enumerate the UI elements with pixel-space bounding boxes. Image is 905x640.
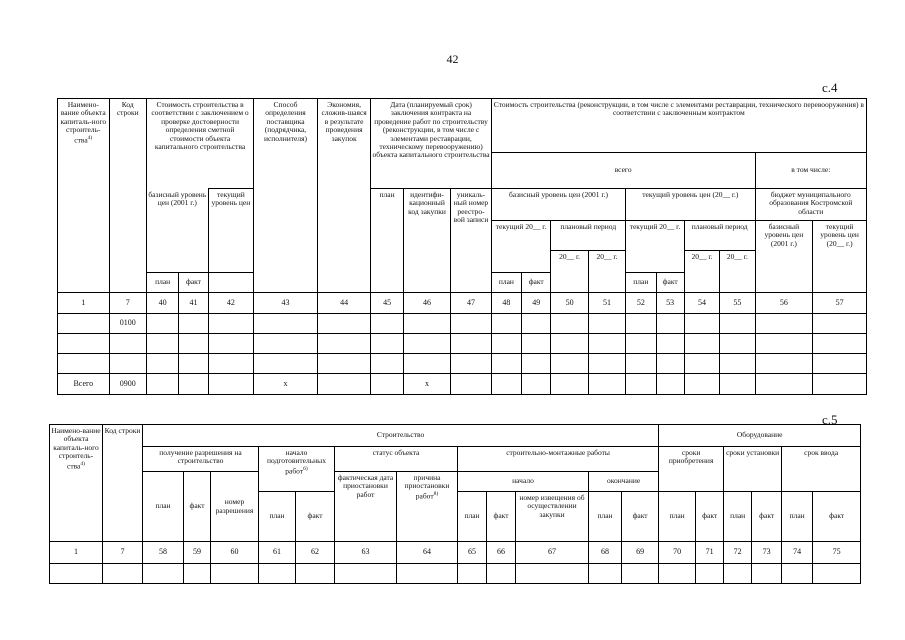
table-row — [58, 314, 867, 334]
total-x-method: x — [254, 374, 318, 395]
header-planned-a: плановый период — [551, 221, 626, 251]
header-row-code: Код строки — [109, 99, 146, 293]
header-plan-1: план — [146, 273, 178, 293]
table-row — [58, 334, 867, 354]
header-notice-number: номер извещения об осуществлении закупки — [516, 492, 589, 542]
header-total: всего — [491, 153, 755, 189]
header-object-name: Наимено-вание объекта капиталь-ного строитель-ства$^{4)}$ — [50, 425, 103, 542]
header-plan: план — [259, 492, 296, 542]
header-base-price-2: базисный уровень цен (2001 г.) — [491, 189, 625, 221]
form-table-c4 — [57, 98, 867, 395]
header-status: статус объекта — [335, 447, 458, 472]
header-suspension-reason: причина приостановки работ$^{8)}$ — [397, 472, 458, 542]
header-acquisition: сроки приобретения — [659, 447, 724, 492]
header-object-name: Наимено-вание объекта капиталь-ного строитель-ства$^{4)}$ — [58, 99, 110, 293]
header-estimate-cost: Стоимость строительства в соответствии с заключением о проверке достоверности определения сметной стоимости объекта капитального строительства — [146, 99, 253, 189]
header-fact: факт — [696, 492, 724, 542]
header-budget-current: текущий уровень цен (20__ г.) — [813, 221, 867, 293]
header-base-price: базисный уровень цен (2001 г.) — [146, 189, 208, 273]
table-row — [58, 354, 867, 374]
header-planned-b: плановый период — [684, 221, 755, 251]
header-plan-2: план — [491, 273, 521, 293]
header-fact: факт — [296, 492, 335, 542]
header-supplier-method: Способ определения поставщика (подрядчика, исполнителя) — [254, 99, 318, 293]
header-permit-plan: план — [143, 472, 184, 542]
header-construction: Строительство — [143, 425, 659, 447]
header-date-plan: план — [371, 189, 403, 293]
section-label-c5: с.5 — [822, 412, 838, 427]
header-permit: получение разрешения на строительство — [143, 447, 259, 472]
header-year-a1: 20__ г. — [551, 251, 588, 293]
header-fact-3: факт — [656, 273, 684, 293]
header-year-b1: 20__ г. — [684, 251, 719, 293]
header-suspension-date: фактическая дата приостановки работ — [335, 472, 397, 542]
header-purchase-id: идентифи-кационный код закупки — [403, 189, 451, 293]
header-plan: план — [724, 492, 752, 542]
total-row — [58, 374, 867, 395]
header-plan: план — [589, 492, 622, 542]
header-year-b2: 20__ г. — [720, 251, 755, 293]
total-code: 0900 — [109, 374, 146, 395]
header-fact-2: факт — [522, 273, 551, 293]
header-cm-end: окончание — [589, 472, 659, 492]
total-x-id: x — [403, 374, 451, 395]
header-permit-number: номер разрешения — [211, 472, 259, 542]
total-label: Всего — [58, 374, 110, 395]
header-year-a2: 20__ г. — [588, 251, 625, 293]
header-current-price: текущий уровень цен — [208, 189, 254, 273]
header-installation: сроки установки — [724, 447, 782, 492]
column-numbers-row: 1 7 40 41 42 43 44 45 46 47 48 49 50 51 52 53 54 55 56 57 — [58, 293, 867, 314]
header-equipment: Оборудование — [659, 425, 861, 447]
header-cm-works: строительно-монтажные работы — [458, 447, 659, 472]
header-including: в том числе: — [755, 153, 866, 189]
header-fact-1: факт — [179, 273, 208, 293]
header-cm-start: начало — [458, 472, 589, 492]
header-plan: план — [659, 492, 696, 542]
header-fact: факт — [752, 492, 782, 542]
header-budget: бюджет муниципального образования Костромской области — [755, 189, 866, 221]
header-contract-date: Дата (планируемый срок) заключения контракта на проведение работ по строительству (реконструкции, в том числе с элементами реставрации, техническому перевооружению) объекта капитального строительства — [371, 99, 491, 189]
header-plan: план — [458, 492, 487, 542]
header-permit-fact: факт — [184, 472, 211, 542]
section-label-c4: с.4 — [822, 80, 838, 95]
header-commissioning: срок ввода — [782, 447, 861, 492]
header-prep-start: начало подготовительных работ$^{6)}$ — [259, 447, 335, 492]
header-contract-cost: Стоимость строительства (реконструкции, в том числе с элементами реставрации, технического перевооружения) в соответствии с заключенным контрактом — [491, 99, 866, 153]
header-plan: план — [782, 492, 813, 542]
header-current-year-a: текущий 20__ г. — [491, 221, 551, 273]
page-number: 42 — [446, 52, 459, 66]
header-plan-3: план — [626, 273, 656, 293]
header-row-code: Код строки — [103, 425, 143, 542]
header-current-price-2: текущий уровень цен (20__ г.) — [626, 189, 755, 221]
header-fact: факт — [487, 492, 516, 542]
header-current-year-b: текущий 20__ г. — [626, 221, 685, 273]
column-numbers-row: 1 7 58 59 60 61 62 63 64 65 66 67 68 69 70 71 72 73 74 75 — [50, 542, 861, 564]
row-code-cell: 0100 — [109, 314, 146, 334]
form-table-c5 — [49, 424, 861, 584]
header-economy: Экономия, сложив-шаяся в результате проведения закупок — [317, 99, 371, 293]
header-budget-base: базисный уровень цен (2001 г.) — [755, 221, 813, 293]
header-registry-number: уникаль-ный номер реестро-вой записи — [451, 189, 491, 293]
header-fact: факт — [622, 492, 659, 542]
table-row — [50, 564, 861, 584]
header-fact: факт — [813, 492, 861, 542]
